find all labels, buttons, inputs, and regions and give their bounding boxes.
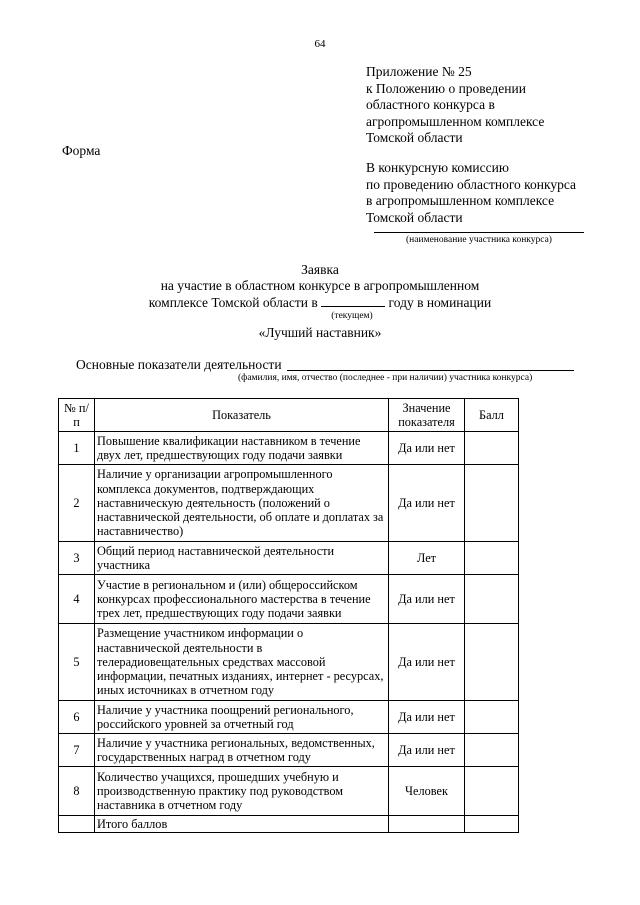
row-score[interactable]: [465, 624, 519, 701]
row-indicator: Наличие у организации агропромышленного комплекса документов, подтверждающих наставническую деятельность (положений о наставнической деятельности, об оплате и доплатах за наставничество): [95, 465, 389, 542]
table-row: [59, 575, 519, 624]
addressee-line: по проведению областного конкурса: [366, 176, 577, 192]
addressee-block: [366, 160, 576, 226]
page-number: 64: [314, 38, 326, 50]
form-label: Форма: [62, 143, 101, 158]
row-value: Да или нет: [389, 734, 465, 767]
total-value-cell: [389, 816, 465, 833]
row-number: 2: [59, 465, 95, 542]
row-score[interactable]: [465, 575, 519, 624]
total-label: Итого баллов: [95, 816, 389, 833]
row-value: Человек: [389, 767, 465, 816]
table-total-row: [59, 816, 519, 833]
row-score[interactable]: [465, 432, 519, 465]
row-indicator: Наличие у участника региональных, ведомственных, государственных наград в отчетном году: [95, 734, 389, 767]
appendix-line: Приложение № 25: [366, 64, 472, 79]
row-indicator: Участие в региональном и (или) общероссийском конкурсах профессионального мастерства в течение трех лет, предшествующих году подачи заявки: [95, 575, 389, 624]
title-heading: Заявка: [301, 262, 339, 277]
row-number: 5: [59, 624, 95, 701]
participant-fio-line: [287, 370, 574, 371]
indicators-table: [58, 398, 519, 833]
table-row: [59, 542, 519, 575]
row-score[interactable]: [465, 767, 519, 816]
row-number: 1: [59, 432, 95, 465]
row-indicator: Наличие у участника поощрений регионального, российского уровней за отчетный год: [95, 701, 389, 734]
table-row: [59, 734, 519, 767]
appendix-block: [366, 64, 544, 147]
row-indicator: Размещение участником информации о наставнической деятельности в телерадиовещательных средствах массовой информации, печатных изданиях, интернет - ресурсах, иных источниках в отчетном году: [95, 624, 389, 701]
title-line-2-start: комплексе Томской области в: [148, 295, 318, 310]
current-year-caption: (текущем): [331, 311, 373, 321]
year-blank: [321, 294, 385, 307]
row-value: Да или нет: [389, 575, 465, 624]
nomination-title: «Лучший наставник»: [258, 325, 382, 340]
fio-caption: (фамилия, имя, отчество (последнее - при наличии) участника конкурса): [238, 373, 533, 383]
row-score[interactable]: [465, 542, 519, 575]
header-value: Значение показателя: [389, 399, 465, 432]
participant-caption: (наименование участника конкурса): [406, 235, 552, 245]
table-header-row: [59, 399, 519, 432]
row-score[interactable]: [465, 465, 519, 542]
row-value: Лет: [389, 542, 465, 575]
row-indicator: Повышение квалификации наставником в течение двух лет, предшествующих году подачи заявки: [95, 432, 389, 465]
addressee-line: В конкурсную комиссию: [366, 160, 509, 175]
participant-name-line: [374, 232, 584, 233]
title-line-2: [0, 294, 640, 311]
row-value: Да или нет: [389, 465, 465, 542]
row-value: Да или нет: [389, 701, 465, 734]
row-score[interactable]: [465, 734, 519, 767]
appendix-line: агропромышленном комплексе: [366, 113, 545, 129]
addressee-line: в агропромышленном комплексе: [366, 193, 555, 208]
row-indicator: Общий период наставнической деятельности участника: [95, 542, 389, 575]
addressee-line: Томской области: [366, 209, 463, 225]
appendix-line: областного конкурса в: [366, 97, 495, 112]
row-number: 7: [59, 734, 95, 767]
appendix-line: Томской области: [366, 130, 463, 145]
table-row: [59, 701, 519, 734]
row-score[interactable]: [465, 701, 519, 734]
row-number: 4: [59, 575, 95, 624]
header-indicator: Показатель: [95, 399, 389, 432]
appendix-line: к Положению о проведении: [366, 80, 526, 96]
row-value: Да или нет: [389, 432, 465, 465]
table-row: [59, 465, 519, 542]
row-number: 8: [59, 767, 95, 816]
row-indicator: Количество учащихся, прошедших учебную и производственную практику под руководством наставника в отчетном году: [95, 767, 389, 816]
row-value: Да или нет: [389, 624, 465, 701]
header-num: № п/п: [59, 399, 95, 432]
indicators-label: Основные показатели деятельности: [76, 357, 282, 372]
total-score-cell[interactable]: [465, 816, 519, 833]
row-number: 6: [59, 701, 95, 734]
table-row: [59, 624, 519, 701]
table-row: [59, 432, 519, 465]
header-score: Балл: [465, 399, 519, 432]
row-number: 3: [59, 542, 95, 575]
title-line-1: на участие в областном конкурсе в агропромышленном: [160, 278, 480, 293]
application-title: [0, 262, 640, 311]
table-row: [59, 767, 519, 816]
total-number-cell: [59, 816, 95, 833]
title-line-2-end: году в номинации: [388, 295, 492, 310]
